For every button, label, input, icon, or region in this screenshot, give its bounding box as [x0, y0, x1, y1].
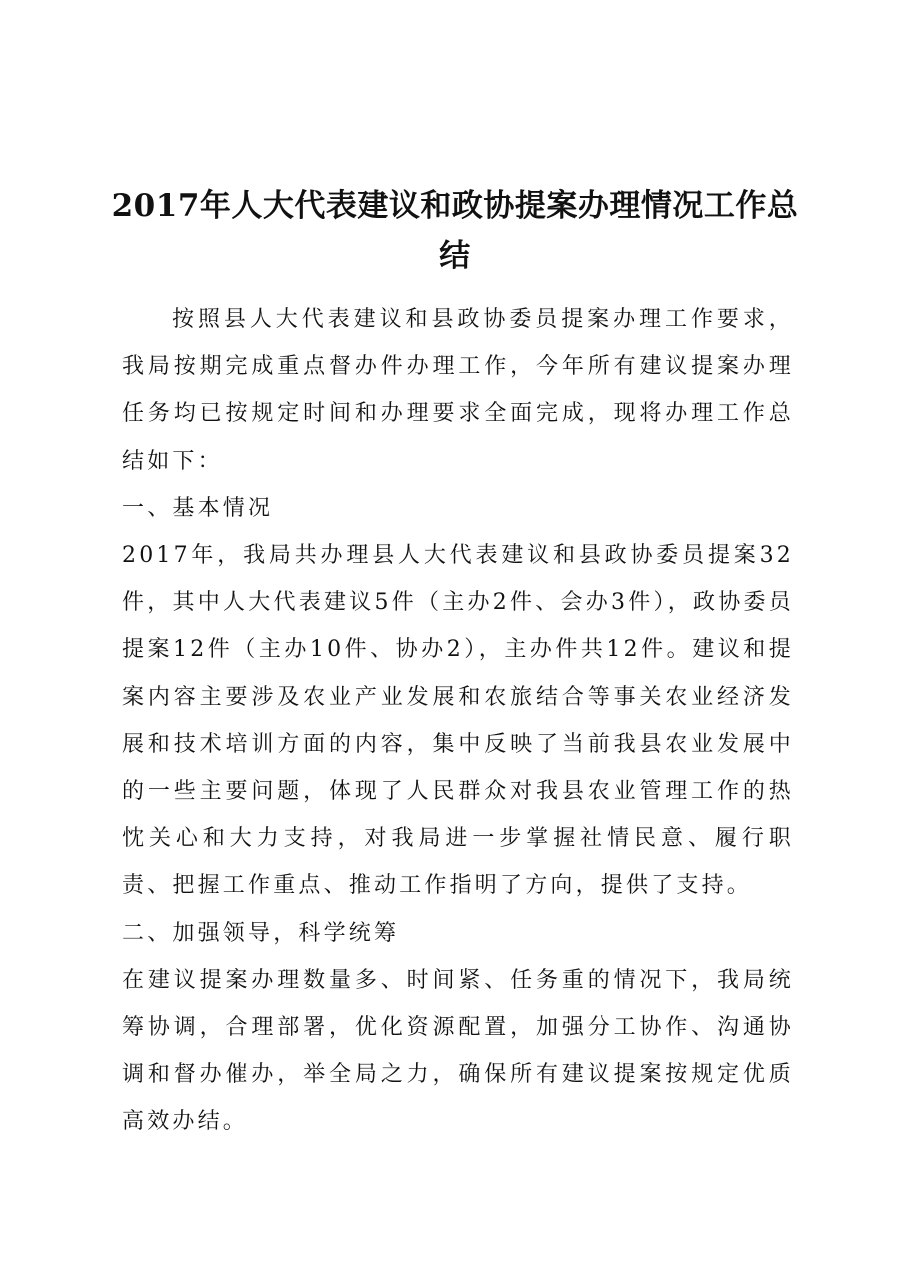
intro-paragraph: 按照县人大代表建议和县政协委员提案办理工作要求，我局按期完成重点督办件办理工作，今年所有建议提案办理任务均已按规定时间和办理要求全面完成，现将办理工作总结如下： — [122, 307, 794, 474]
section-heading-basic-situation: 一、基本情况 — [122, 495, 274, 521]
section-heading-leadership: 二、加强领导，科学统筹 — [122, 920, 400, 946]
section-basic-situation-paragraph: 2017年，我局共办理县人大代表建议和县政协委员提案32件，其中人大代表建议5件（主办2件、会办3件），政协委员提案12件（主办10件、协办2），主办件共12件。建议和提案内容主要涉及农业产业发展和农旅结合等事关农业经济发展和技术培训方面的内容，集中反映了当前我县农业发展中的一些主要问题，体现了人民群众对我县农业管理工作的热忱关心和大力支持，对我局进一步掌握社情民意、履行职责、把握工作重点、推动工作指明了方向，提供了支持。 — [122, 543, 794, 899]
section-leadership-paragraph: 在建议提案办理数量多、时间紧、任务重的情况下，我局统筹协调，合理部署，优化资源配置，加强分工协作、沟通协调和督办催办，举全局之力，确保所有建议提案按规定优质高效办结。 — [122, 967, 794, 1135]
document-body — [122, 296, 794, 1146]
document-title: 2017年人大代表建议和政协提案办理情况工作总结 — [111, 187, 799, 274]
